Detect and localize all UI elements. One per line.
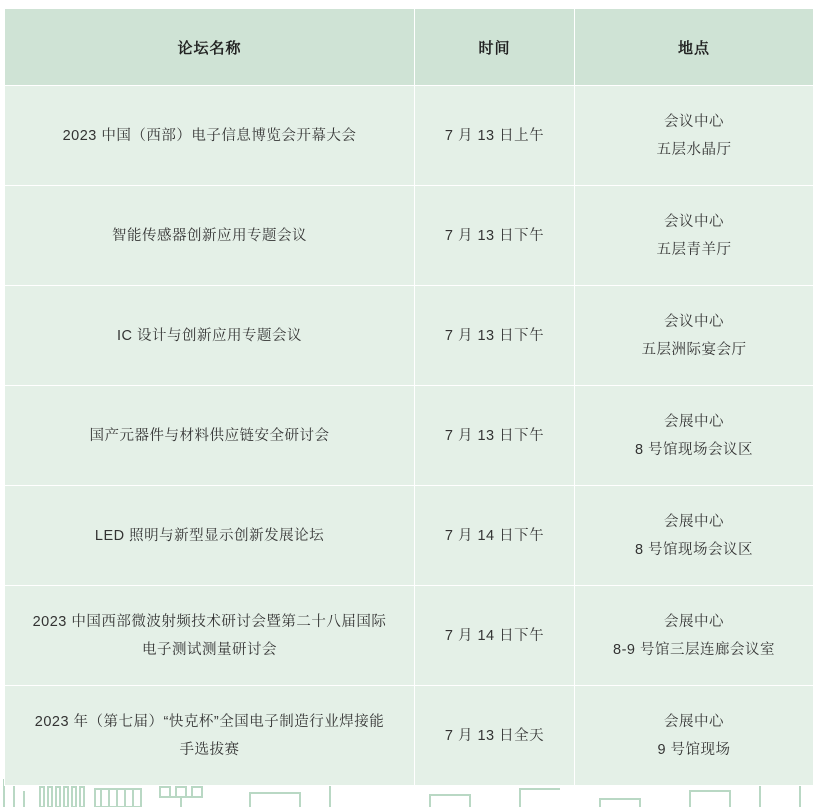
table-row — [5, 486, 814, 586]
cell-location — [575, 486, 814, 586]
cell-location-line2: 五层水晶厅 — [656, 141, 732, 158]
cell-time: 7 月 13 日全天 — [415, 686, 575, 786]
cell-forum-name: 2023 年（第七届）“快克杯”全国电子制造行业焊接能手选拔赛 — [5, 686, 415, 786]
table-row — [5, 586, 814, 686]
table-row — [5, 286, 814, 386]
table-row — [5, 386, 814, 486]
cell-time: 7 月 13 日下午 — [415, 186, 575, 286]
cell-location — [575, 586, 814, 686]
column-header-forum-name: 论坛名称 — [5, 9, 415, 86]
cell-time: 7 月 13 日下午 — [415, 386, 575, 486]
table-body — [5, 86, 814, 786]
cell-location-line1: 会议中心 — [664, 213, 724, 230]
cell-forum-name: 2023 中国西部微波射频技术研讨会暨第二十八届国际电子测试测量研讨会 — [5, 586, 415, 686]
cell-location — [575, 386, 814, 486]
cell-forum-name: 智能传感器创新应用专题会议 — [5, 186, 415, 286]
cell-location-line2: 8-9 号馆三层连廊会议室 — [613, 641, 775, 658]
cell-time: 7 月 14 日下午 — [415, 586, 575, 686]
table-row — [5, 686, 814, 786]
cell-location-line1: 会议中心 — [664, 313, 724, 330]
cell-location — [575, 286, 814, 386]
cell-location — [575, 86, 814, 186]
table-row — [5, 186, 814, 286]
cell-location-line1: 会展中心 — [664, 513, 724, 530]
cell-forum-name: LED 照明与新型显示创新发展论坛 — [5, 486, 415, 586]
cell-location-line1: 会展中心 — [664, 613, 724, 630]
cell-location-line1: 会议中心 — [664, 113, 724, 130]
cell-location-line1: 会展中心 — [664, 713, 724, 730]
cell-forum-name: IC 设计与创新应用专题会议 — [5, 286, 415, 386]
table-header-row — [5, 9, 814, 86]
cell-location-line2: 五层洲际宴会厅 — [641, 341, 747, 358]
cell-location-line2: 8 号馆现场会议区 — [634, 441, 754, 458]
table-header — [5, 9, 814, 86]
cell-location-line2: 9 号馆现场 — [657, 741, 731, 758]
cell-location-line2: 五层青羊厅 — [656, 241, 732, 258]
cell-location — [575, 686, 814, 786]
column-header-time: 时间 — [415, 9, 575, 86]
cell-time: 7 月 13 日上午 — [415, 86, 575, 186]
cell-forum-name: 国产元器件与材料供应链安全研讨会 — [5, 386, 415, 486]
cell-location — [575, 186, 814, 286]
table-row — [5, 86, 814, 186]
cell-time: 7 月 14 日下午 — [415, 486, 575, 586]
forum-schedule-table — [4, 8, 814, 786]
column-header-location: 地点 — [575, 9, 814, 86]
cell-location-line1: 会展中心 — [664, 413, 724, 430]
cell-time: 7 月 13 日下午 — [415, 286, 575, 386]
cell-forum-name: 2023 中国（西部）电子信息博览会开幕大会 — [5, 86, 415, 186]
cell-location-line2: 8 号馆现场会议区 — [634, 541, 754, 558]
